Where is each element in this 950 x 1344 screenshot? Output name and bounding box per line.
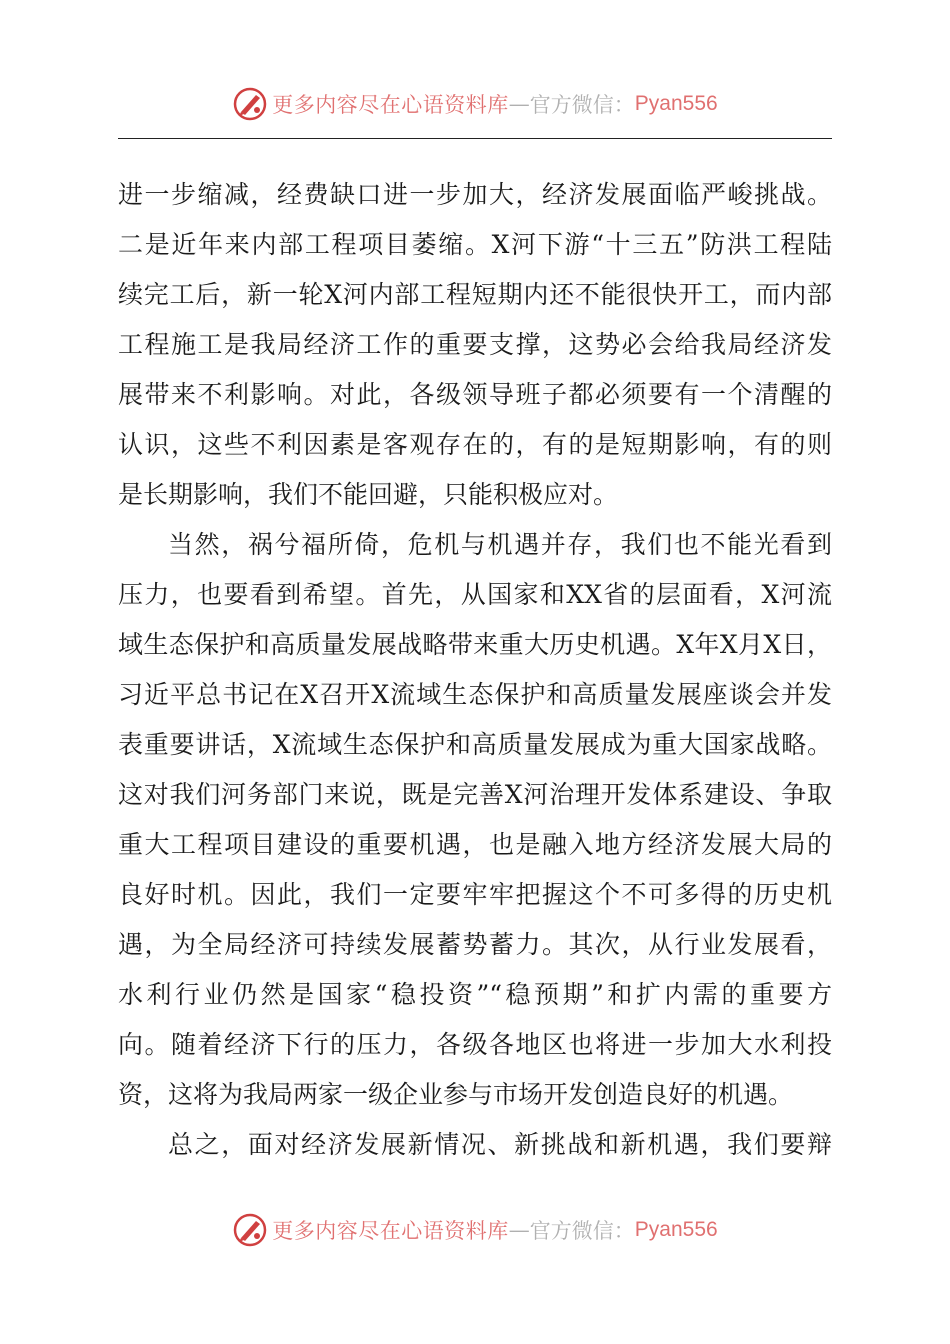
banner-wechat-label: 官方微信： (529, 1219, 635, 1243)
text-line: 认识，这些不利因素是客观存在的，有的是短期影响，有的则 (118, 430, 832, 459)
text-line: 良好时机。因此，我们一定要牢牢把握这个不可多得的历史机 (118, 880, 832, 909)
text-line: 是长期影响，我们不能回避，只能积极应对。 (118, 480, 619, 509)
text-line: 压力，也要看到希望。首先，从国家和XX省的层面看，X河流 (118, 580, 832, 609)
pen-seal-icon (232, 1212, 268, 1248)
footer-banner (0, 1210, 950, 1250)
text-line: 续完工后，新一轮X河内部工程短期内还不能很快开工，而内部 (118, 280, 832, 309)
banner-text: 更多内容尽在心语资料库 (272, 1219, 509, 1243)
text-line: 这对我们河务部门来说，既是完善X河治理开发体系建设、争取 (118, 780, 832, 809)
banner-separator: — (508, 92, 530, 116)
header-banner (0, 84, 950, 124)
text-line: 域生态保护和高质量发展战略带来重大历史机遇。X年X月X日， (118, 630, 832, 659)
banner-wechat-label: 官方微信： (529, 93, 635, 117)
banner-wechat-id: Pyan556 (634, 1218, 718, 1241)
text-line: 工程施工是我局经济工作的重要支撑，这势必会给我局经济发 (118, 330, 832, 359)
pen-seal-icon (232, 86, 268, 122)
banner-wechat-id: Pyan556 (634, 92, 718, 115)
text-line: 习近平总书记在X召开X流域生态保护和高质量发展座谈会并发 (118, 680, 832, 709)
text-line: 进一步缩减，经费缺口进一步加大，经济发展面临严峻挑战。 (118, 180, 832, 209)
header-divider (118, 138, 832, 139)
text-line: 重大工程项目建设的重要机遇，也是融入地方经济发展大局的 (118, 830, 832, 859)
text-line: 展带来不利影响。对此，各级领导班子都必须要有一个清醒的 (118, 380, 832, 409)
text-line: 遇，为全局经济可持续发展蓄势蓄力。其次，从行业发展看， (118, 930, 832, 959)
text-line: 表重要讲话，X流域生态保护和高质量发展成为重大国家战略。 (118, 730, 832, 759)
text-line: 总之，面对经济发展新情况、新挑战和新机遇，我们要辩 (168, 1130, 832, 1159)
text-line: 二是近年来内部工程项目萎缩。X河下游“十三五”防洪工程陆 (118, 230, 832, 259)
text-line: 资，这将为我局两家一级企业参与市场开发创造良好的机遇。 (118, 1080, 794, 1109)
text-line: 当然，祸兮福所倚，危机与机遇并存，我们也不能光看到 (168, 530, 832, 559)
banner-separator: — (508, 1218, 530, 1242)
banner-text: 更多内容尽在心语资料库 (272, 93, 509, 117)
text-line: 水利行业仍然是国家“稳投资”“稳预期”和扩内需的重要方 (118, 980, 832, 1009)
body-text (118, 170, 832, 1170)
text-line: 向。随着经济下行的压力，各级各地区也将进一步加大水利投 (118, 1030, 832, 1059)
